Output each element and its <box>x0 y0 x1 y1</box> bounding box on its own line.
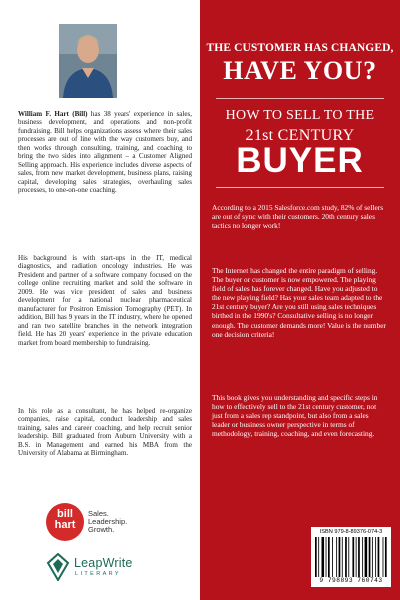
bill-hart-logo-mark <box>46 503 84 541</box>
headline-line-1: THE CUSTOMER HAS CHANGED, <box>206 42 394 54</box>
title-line-1: HOW TO SELL TO THE <box>225 108 375 123</box>
bill-hart-logo <box>46 503 158 543</box>
author-bio-paragraph-3: In his role as a consultant, he has helped re-organize companies, raise capital, conduct leadership and sales training, sales and career coaching, and help recruit senior leadership. Bill graduated from Auburn University with a B.S. in Management and earned his MBA from the University of Alabama at Birmingham. <box>18 407 192 458</box>
author-bio-paragraph-2: His background is with start-ups in the IT, medical diagnostics, and radiation oncology industries. He was President and partner of a software company focused on the college online recruiting market and sold the software in 2009. He was vice president of sales and business development for a national nuclear pharmaceutical manufacturer for Positron Emission Tomography (PET). In addition, Bill has 9 years in the IT industry, where he opened and ran two satellite branches in the network integration field. He has 20 years' experience in the private education market from board membership to fundraising. <box>18 254 192 347</box>
blurb-paragraph-2: The Internet has changed the entire paradigm of selling. The buyer or customer is now empowered. The playing field of sales has forever changed. Have you adjusted to the new playing field? Has your sales team adapted to the 21st century buyer? Are you still using sales techniques birthed in the 1990's? Consultative selling is no longer enough. The customer demands more! Value is the number one decision criteria! <box>212 266 386 339</box>
publisher-logo <box>46 553 166 583</box>
headline-line-2: HAVE YOU? <box>223 56 377 85</box>
author-photo <box>59 24 117 98</box>
bill-hart-tagline: Sales. Leadership. Growth. <box>88 509 128 534</box>
barcode-icon <box>315 537 387 577</box>
blurb-paragraph-3: This book gives you understanding and specific steps in how to effectively sell to the 21st century customer, not just from a sales rep standpoint, but also from a sales leader or business owner perspective in terms of methodology, training, coaching, and even forecasting. <box>212 393 378 439</box>
leapwrite-mark-icon <box>46 553 70 581</box>
author-name: William F. Hart (Bill) <box>18 110 88 118</box>
author-bio-text-1: has 38 years' experience in sales, business development, and operations and non-profit fundraising. Bill helps organizations assess where their sales processes are out of line with the way customers buy, and then works through consulting, training, and coaching to bring the two sides into alignment – a Customer Aligned Selling approach. His experience includes diverse aspects of sales, from new market development, business plans, raising capital, developing sales strategies, overhauling sales processes, to one-on-one coaching. <box>18 110 192 195</box>
divider-bottom <box>216 187 384 188</box>
publisher-name: LeapWrite <box>74 556 133 570</box>
barcode-digits: 9 798893 760743 <box>319 577 383 584</box>
title-line-2: 21st CENTURY <box>245 127 355 144</box>
bill-hart-mark-line1: bill <box>57 508 73 520</box>
isbn-label: ISBN 979-8-89376-074-3 <box>319 529 383 535</box>
blurb-paragraph-1: According to a 2015 Salesforce.com study, 82% of sellers are out of sync with their customers. 20th century sales tactics no longer work! <box>212 203 384 231</box>
author-bio-paragraph-1 <box>18 110 192 195</box>
isbn-barcode <box>311 527 391 587</box>
divider-top <box>216 98 384 99</box>
title-line-3: BUYER <box>236 141 364 180</box>
bill-hart-mark-line2: hart <box>54 519 76 531</box>
publisher-sub: LITERARY <box>75 571 121 577</box>
portrait-photo <box>59 24 117 98</box>
